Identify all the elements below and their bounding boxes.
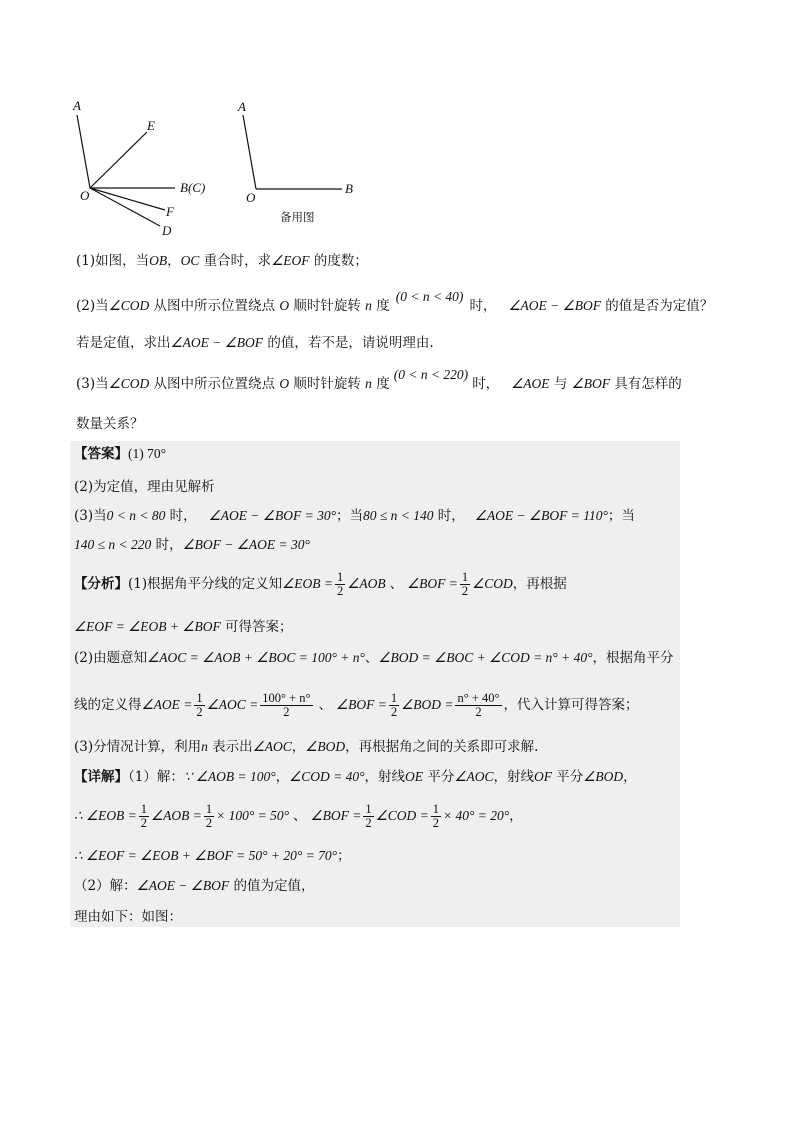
analysis-4: 线的定义得∠AOE = $\frac{1}{2}$ ∠AOC = $\frac{100^\circ + n^\circ}{2}$ 、 ∠BOF = $\frac{1}{2}$ ∠BOD = $\frac{n^\circ + 40^\circ}{2}$ ，代入计算可得答案； — [74, 691, 639, 719]
main-figure — [77, 115, 175, 226]
detail-2: ∴ ∠EOB = $\frac{1}{2}$ ∠AOB = $\frac{1}{2}$ × 100° = 50° 、 ∠BOF = $\frac{1}{2}$ ∠COD = $\frac{1}{2}$ × 40° = 20°， — [74, 802, 523, 830]
ray-OA — [77, 115, 90, 188]
detail-5: 理由如下：如图： — [74, 909, 182, 925]
question-2b: 若是定值，求出∠AOE − ∠BOF 的值，若不是，请说明理由. — [76, 335, 434, 351]
answer-3: (3)当0 < n < 80 时， ∠AOE − ∠BOF = 30°；当80 ≤ n < 140 时， ∠AOE − ∠BOF = 110°；当 — [74, 508, 635, 524]
label-O-spare: O — [246, 190, 256, 205]
detail-1: 【详解】（1）解：∵ ∠AOB = 100°，∠COD = 40°，射线OE 平分∠AOC，射线OF 平分∠BOD， — [74, 769, 637, 785]
spare-figure — [243, 115, 342, 189]
label-E: E — [147, 118, 155, 133]
analysis-5: (3)分情况计算，利用n 表示出∠AOC，∠BOD，再根据角之间的关系即可求解. — [74, 739, 539, 755]
geometry-figure — [60, 96, 380, 246]
answer-3b: 140 ≤ n < 220 时，∠BOF − ∠AOE = 30° — [74, 537, 310, 553]
figure-caption: 备用图 — [280, 210, 315, 224]
label-O: O — [80, 188, 90, 203]
analysis-1: 【分析】(1)根据角平分线的定义知∠EOB = $\frac{1}{2}$ ∠AOB 、 ∠BOF = $\frac{1}{2}$ ∠COD，再根据 — [74, 570, 567, 598]
question-3: (3)当∠COD 从图中所示位置绕点 O 顺时针旋转 n 度(0 < n < 220)时， ∠AOE 与 ∠BOF 具有怎样的 — [76, 367, 682, 392]
question-2: (2)当∠COD 从图中所示位置绕点 O 顺时针旋转 n 度(0 < n < 40)时， ∠AOE − ∠BOF 的值是否为定值？ — [76, 289, 714, 314]
detail-3: ∴ ∠EOF = ∠EOB + ∠BOF = 50° + 20° = 70°； — [74, 848, 351, 864]
question-3b: 数量关系？ — [76, 416, 144, 432]
label-A: A — [73, 98, 81, 113]
ray-OF — [90, 188, 165, 210]
answer-2: (2)为定值，理由见解析 — [74, 479, 215, 495]
answer-1: 【答案】(1) 70° — [74, 446, 167, 462]
label-BC: B(C) — [180, 180, 206, 195]
ray-OD — [90, 188, 160, 226]
ray-OA-spare — [243, 115, 256, 189]
label-A-spare: A — [238, 99, 246, 114]
question-1: (1)如图，当OB，OC 重合时，求∠EOF 的度数； — [76, 253, 368, 269]
label-B-spare: B — [345, 181, 353, 196]
label-F: F — [166, 204, 174, 219]
analysis-2: ∠EOF = ∠EOB + ∠BOF 可得答案； — [74, 619, 293, 635]
ray-OE — [90, 132, 147, 188]
detail-4: （2）解：∠AOE − ∠BOF 的值为定值， — [74, 878, 315, 894]
label-D: D — [162, 223, 172, 238]
analysis-3: (2)由题意知∠AOC = ∠AOB + ∠BOC = 100° + n°、∠BOD = ∠BOC + ∠COD = n° + 40°，根据角平分 — [74, 650, 674, 666]
